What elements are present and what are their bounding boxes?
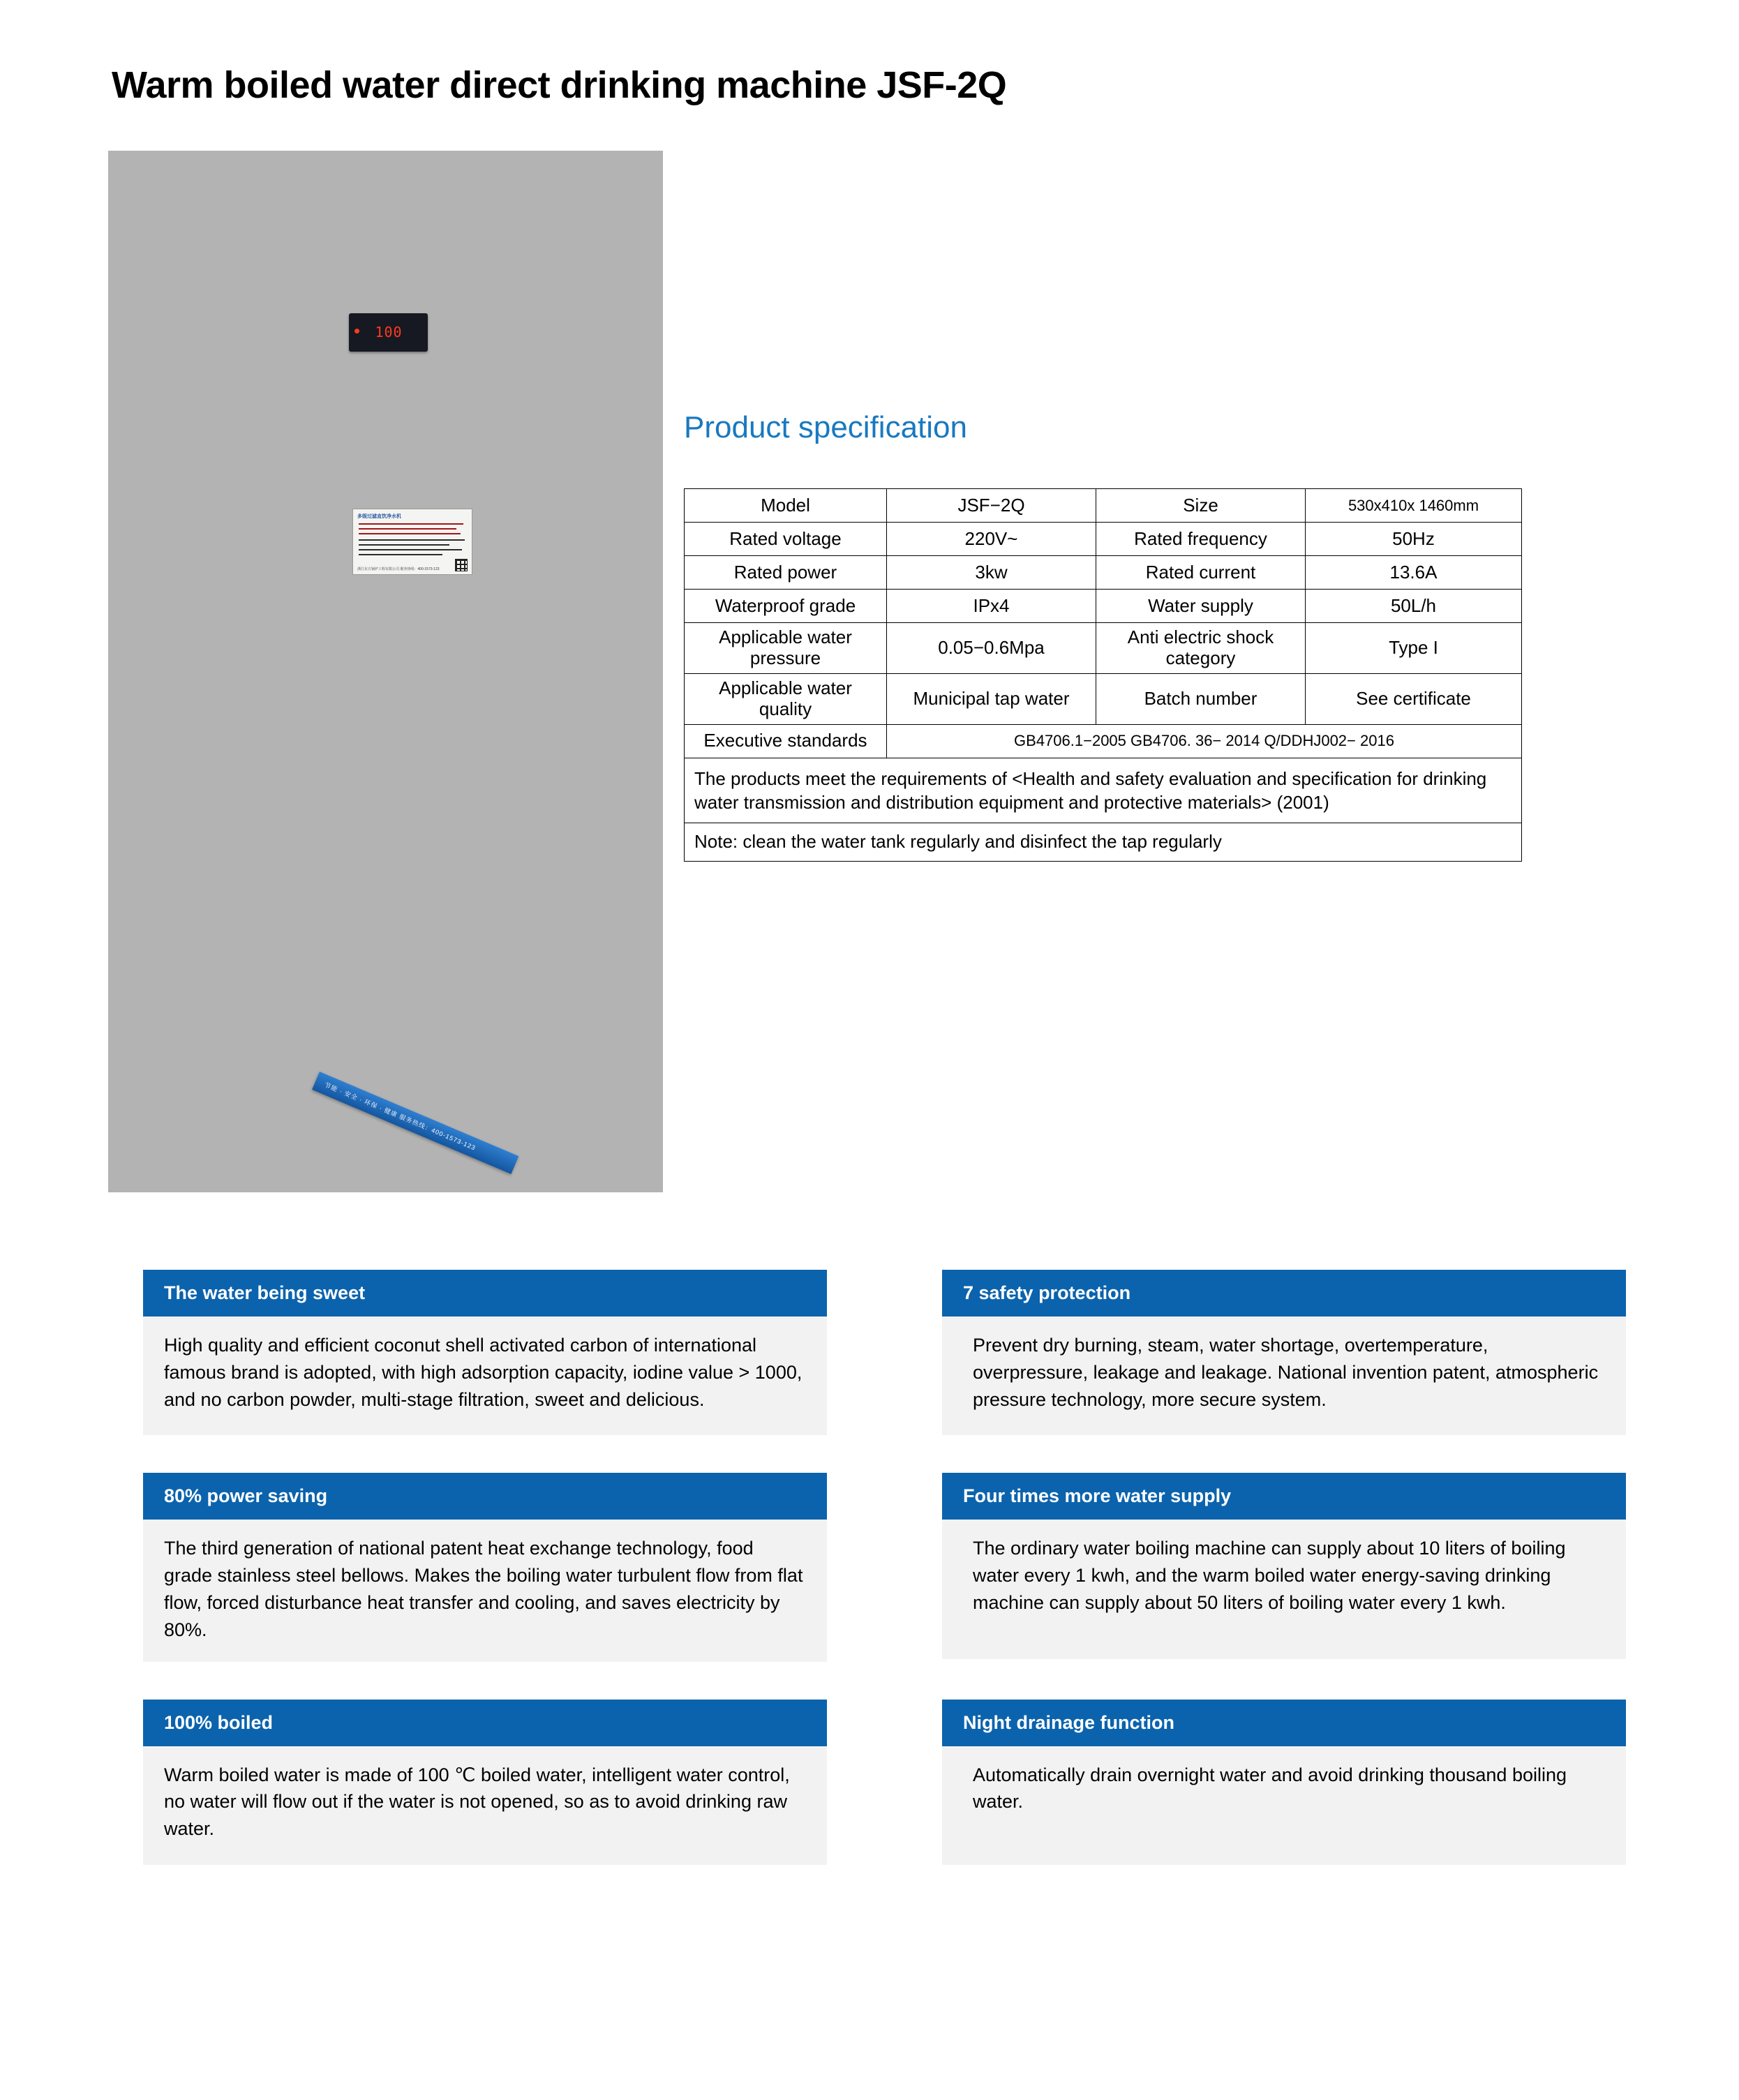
- feature-row: [143, 1270, 1626, 1435]
- spec-key: Applicable water quality: [685, 673, 887, 724]
- feature-card-power-saving: [143, 1473, 827, 1662]
- spec-value: 0.05−0.6Mpa: [887, 623, 1096, 674]
- page-title: Warm boiled water direct drinking machine JSF-2Q: [112, 64, 1007, 107]
- spec-value: Type I: [1306, 623, 1522, 674]
- feature-text: Prevent dry burning, steam, water shortage, overtemperature, overpressure, leakage and leakage. National invention patent, atmospheric pressure technology, more secure system.: [942, 1317, 1626, 1435]
- qr-code-icon: [455, 559, 468, 571]
- sticker-line: [359, 554, 442, 555]
- sticker-line: [359, 523, 463, 525]
- table-row: [685, 623, 1522, 674]
- spec-key: Applicable water pressure: [685, 623, 887, 674]
- strap-text: 节能 · 安全 · 环保 · 健康 服务热线：400-1573-123: [323, 1081, 477, 1152]
- compliance-statement: The products meet the requirements of <Health and safety evaluation and specification for drinking water transmission and distribution equipment and protective materials> (2001): [685, 758, 1522, 823]
- feature-text: Warm boiled water is made of 100 ℃ boiled water, intelligent water control, no water will flow out if the water is not opened, so as to avoid drinking raw water.: [143, 1746, 827, 1865]
- spec-value: 50Hz: [1306, 523, 1522, 556]
- packaging-strap: [312, 1072, 518, 1174]
- table-row: [685, 724, 1522, 758]
- sticker-line: [359, 544, 449, 546]
- spec-key: Rated current: [1096, 556, 1306, 590]
- feature-title: 100% boiled: [143, 1700, 827, 1746]
- spec-key: Size: [1096, 489, 1306, 523]
- spec-value: JSF−2Q: [887, 489, 1096, 523]
- spec-value: See certificate: [1306, 673, 1522, 724]
- feature-card-water-supply: [942, 1473, 1626, 1662]
- sticker-line: [359, 539, 465, 541]
- spec-table: [684, 488, 1522, 862]
- power-led-icon: [354, 329, 359, 333]
- spec-key: Model: [685, 489, 887, 523]
- spec-value: 13.6A: [1306, 556, 1522, 590]
- table-row: [685, 523, 1522, 556]
- spec-value: IPx4: [887, 590, 1096, 623]
- feature-title: 80% power saving: [143, 1473, 827, 1520]
- feature-text: High quality and efficient coconut shell activated carbon of international famous brand is adopted, with high adsorption capacity, iodine value > 1000, and no carbon powder, multi-stage filtration, sweet and delicious.: [143, 1317, 827, 1435]
- feature-title: Four times more water supply: [942, 1473, 1626, 1520]
- table-row: [685, 556, 1522, 590]
- spec-key: Rated frequency: [1096, 523, 1306, 556]
- spec-value: 50L/h: [1306, 590, 1522, 623]
- spec-value: GB4706.1−2005 GB4706. 36− 2014 Q/DDHJ002− 2016: [887, 724, 1522, 758]
- feature-title: Night drainage function: [942, 1700, 1626, 1746]
- feature-row: [143, 1700, 1626, 1865]
- feature-text: The third generation of national patent heat exchange technology, food grade stainless steel bellows. Makes the boiling water turbulent flow from flat flow, forced disturbance heat transfer and cooling, and saves electricity by 80%.: [143, 1520, 827, 1662]
- spec-value: 530x410x 1460mm: [1306, 489, 1522, 523]
- spec-value: 220V~: [887, 523, 1096, 556]
- feature-title: 7 safety protection: [942, 1270, 1626, 1317]
- table-row: [685, 758, 1522, 823]
- display-temperature-value: 100: [375, 324, 403, 340]
- feature-card-water-sweet: [143, 1270, 827, 1435]
- sticker-footer: 浙江东方锅炉工程有限公司 服务热线：400-1573-123: [357, 567, 440, 571]
- spec-heading: Product specification: [684, 410, 967, 444]
- feature-text: The ordinary water boiling machine can supply about 10 liters of boiling water every 1 kwh, and the warm boiled water energy-saving drinking machine can supply about 50 liters of boiling water every 1 kwh.: [942, 1520, 1626, 1659]
- feature-title: The water being sweet: [143, 1270, 827, 1317]
- product-photo: [108, 151, 663, 1192]
- feature-card-night-drainage: [942, 1700, 1626, 1865]
- table-row: [685, 823, 1522, 862]
- spec-value: 3kw: [887, 556, 1096, 590]
- feature-row: [143, 1473, 1626, 1662]
- table-row: [685, 489, 1522, 523]
- spec-key: Anti electric shock category: [1096, 623, 1306, 674]
- feature-card-boiled: [143, 1700, 827, 1865]
- spec-key: Batch number: [1096, 673, 1306, 724]
- sticker-line: [359, 549, 462, 550]
- spec-key: Rated power: [685, 556, 887, 590]
- spec-value: Municipal tap water: [887, 673, 1096, 724]
- table-row: [685, 590, 1522, 623]
- spec-key: Rated voltage: [685, 523, 887, 556]
- feature-text: Automatically drain overnight water and avoid drinking thousand boiling water.: [942, 1746, 1626, 1865]
- spec-key: Water supply: [1096, 590, 1306, 623]
- sticker-title: 多级过滤直饮净水机: [357, 514, 401, 519]
- sticker-line: [359, 528, 456, 530]
- feature-cards: [143, 1270, 1626, 1903]
- table-row: [685, 673, 1522, 724]
- spec-key: Executive standards: [685, 724, 887, 758]
- spec-key: Waterproof grade: [685, 590, 887, 623]
- control-display-panel: [349, 313, 428, 352]
- feature-card-safety-protection: [942, 1270, 1626, 1435]
- sticker-line: [359, 533, 461, 534]
- maintenance-note: Note: clean the water tank regularly and disinfect the tap regularly: [685, 823, 1522, 862]
- product-spec-sticker: [352, 509, 472, 575]
